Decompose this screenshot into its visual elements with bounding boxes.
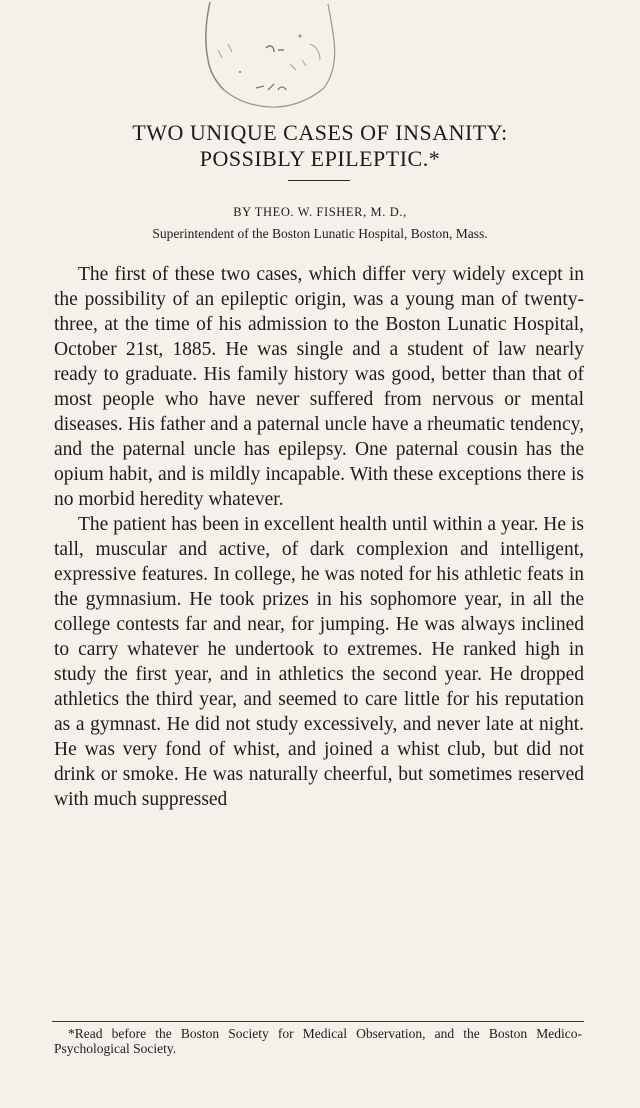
author-byline: BY THEO. W. FISHER, M. D., — [233, 205, 407, 219]
title-divider — [288, 180, 350, 181]
paragraph-2: The patient has been in excellent health until within a year. He is tall, muscular and active, of dark complexion and intelligent, expressive features. In college, he was noted for his athletic feats in the gymnasium. He took prizes in his sophomore year, in all the college contests far and near, for jumping. He was always inclined to carry whatever he undertook to extremes. He ranked high in study the first year, and in athletics the second year. He dropped athletics the third year, and seemed to care little for his reputation as a gymnast. He did not study excessively, and never late at night. He was very fond of whist, and joined a whist club, but did not drink or smoke. He was naturally cheerful, but sometimes reserved with much suppressed — [54, 514, 584, 810]
library-stamp — [170, 0, 370, 118]
author-affiliation: Superintendent of the Boston Lunatic Hospital, Boston, Mass. — [152, 226, 488, 241]
footnote-divider — [52, 1021, 584, 1022]
footnote: *Read before the Boston Society for Medical Observation, and the Boston Medico-Psychological Society. — [54, 1026, 582, 1056]
article-title-line-1: TWO UNIQUE CASES OF INSANITY: — [132, 120, 508, 145]
article-title-line-2: POSSIBLY EPILEPTIC.* — [199, 146, 441, 171]
paragraph-1: The first of these two cases, which differ very widely except in the possibility of an epileptic origin, was a young man of twenty-three, at the time of his admission to the Boston Lunatic Hospital, October 21st, 1885. He was single and a student of law nearly ready to graduate. His family history was good, better than that of most people who have never suffered from nervous or mental diseases. His father and a paternal uncle have a rheumatic tendency, and the paternal uncle has epilepsy. One paternal cousin has the opium habit, and is mildly incapable. With these exceptions there is no morbid heredity whatever. — [54, 264, 584, 510]
article-body — [54, 262, 584, 812]
